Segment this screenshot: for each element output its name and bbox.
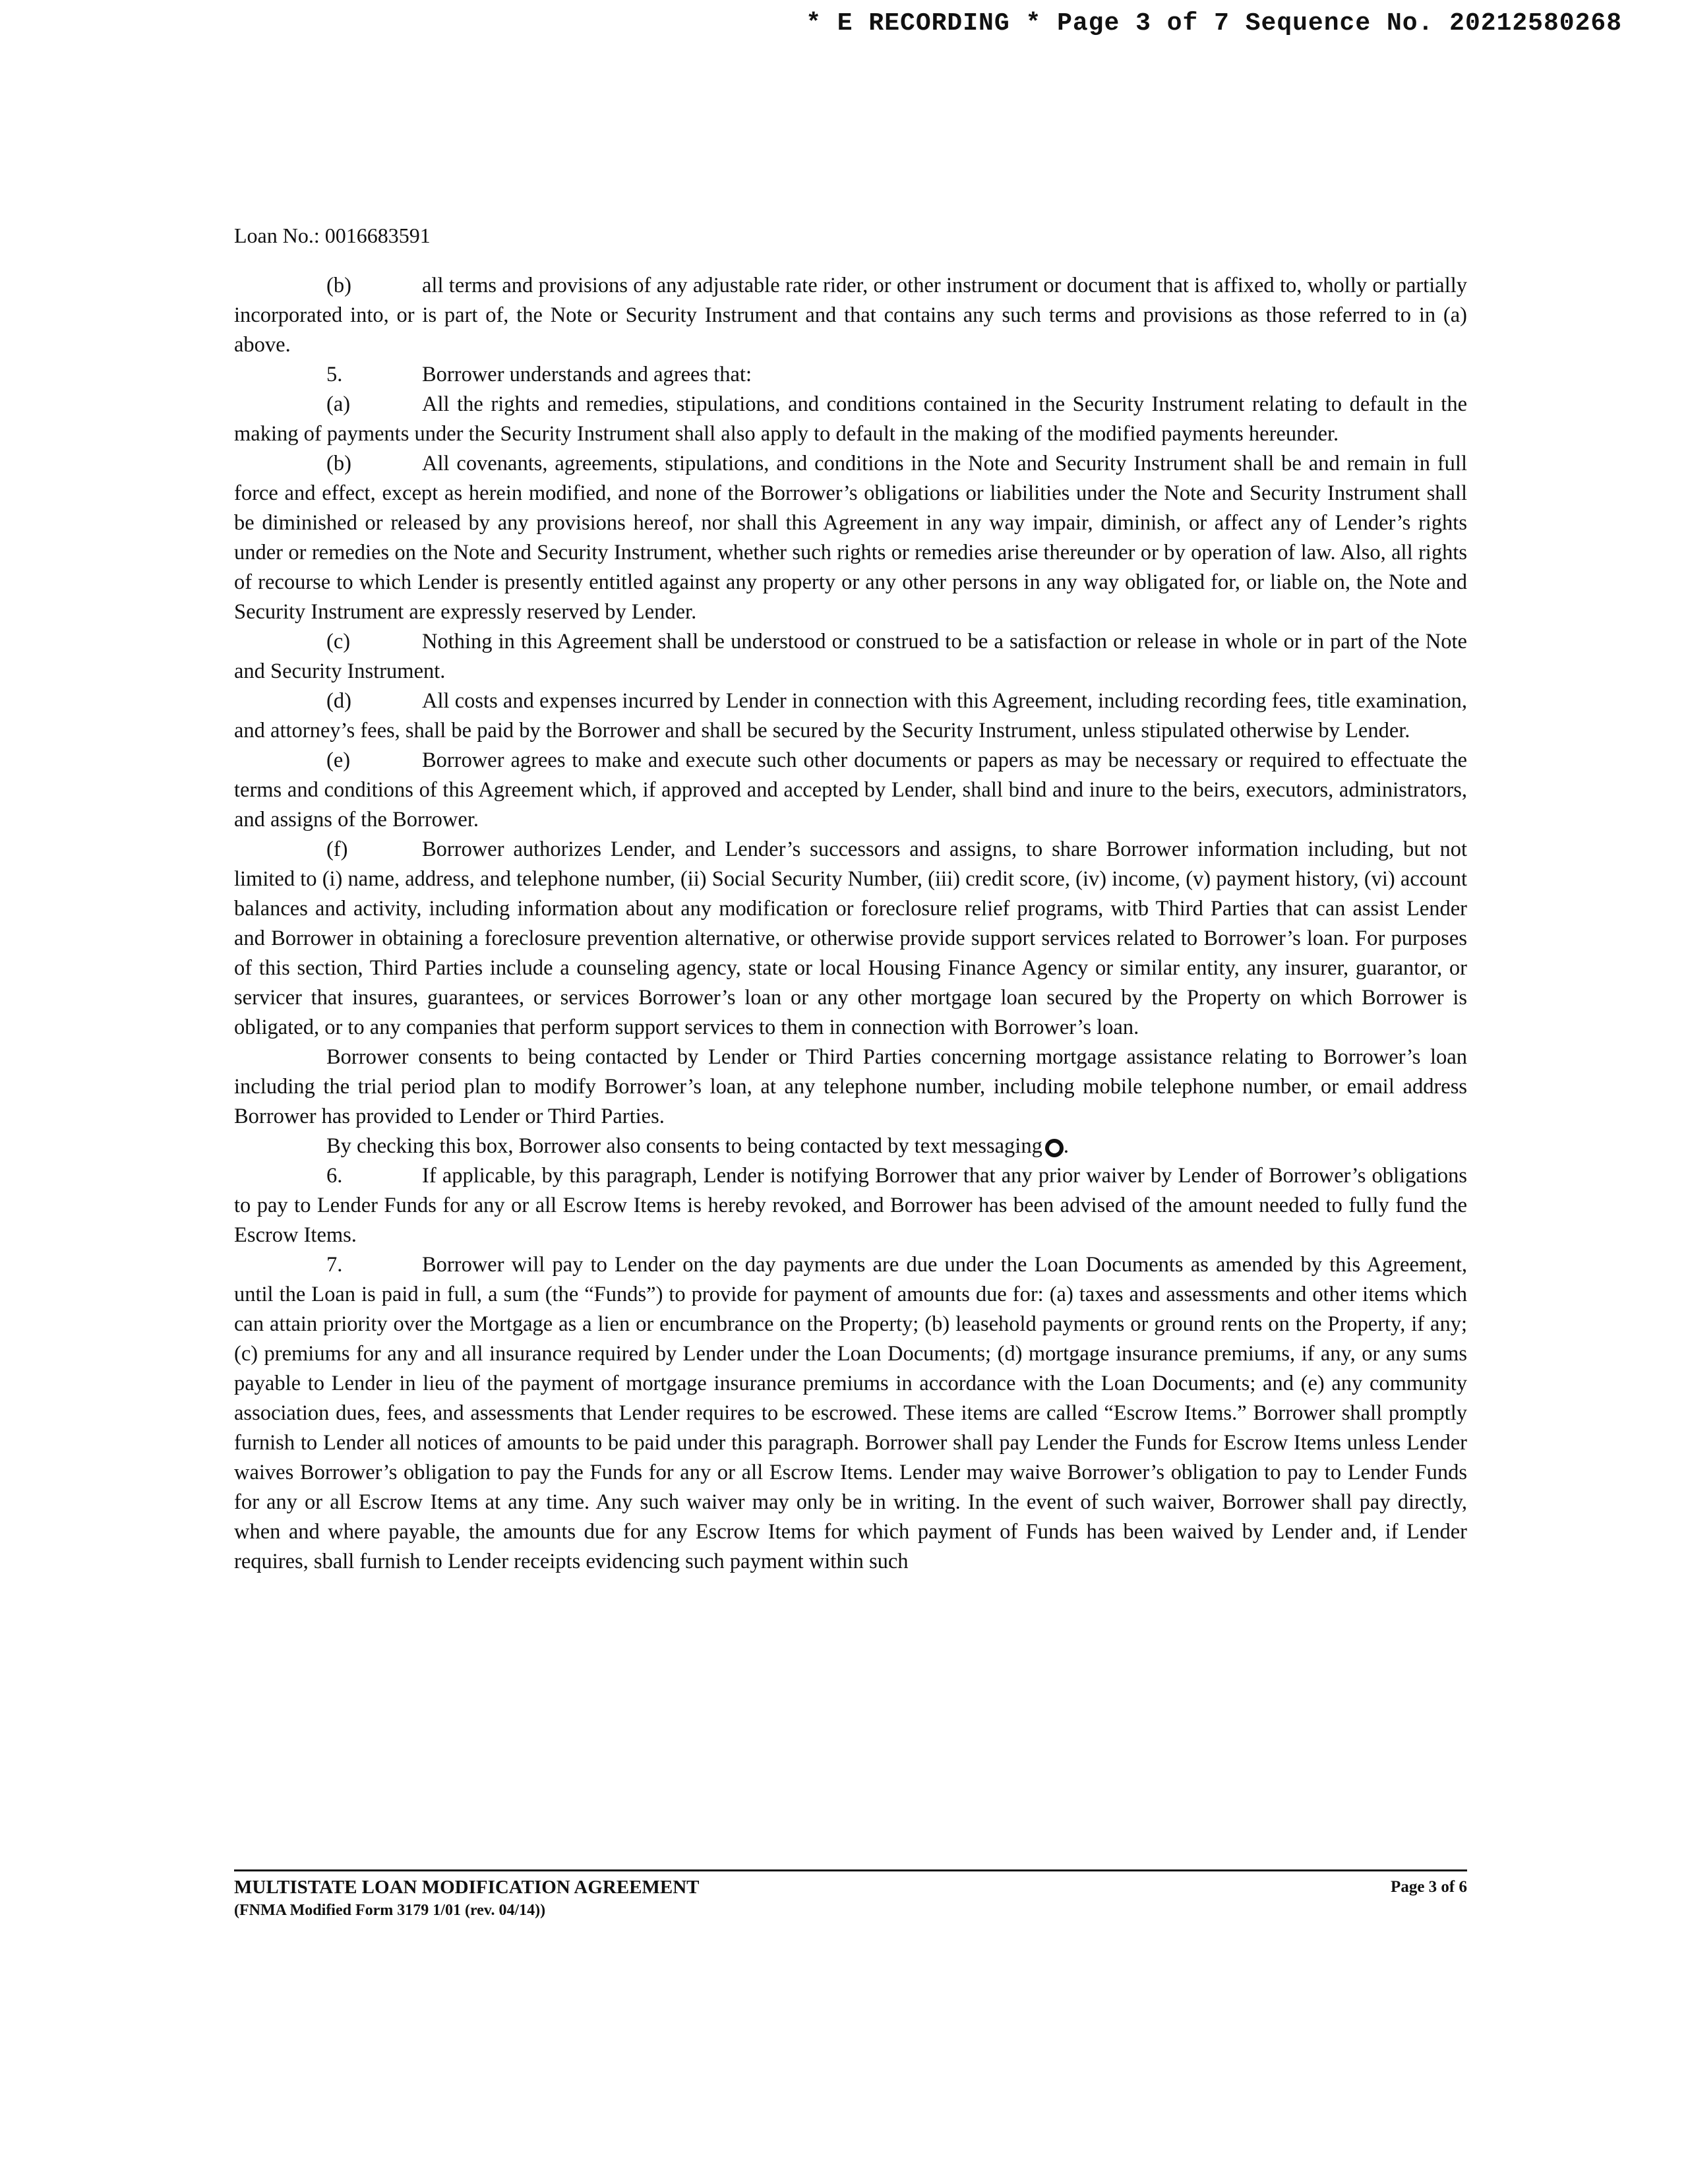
paragraph — [234, 627, 1467, 686]
paragraph — [234, 1043, 1467, 1132]
paragraph-marker: (b) — [326, 274, 351, 297]
paragraph-marker: (e) — [326, 748, 351, 772]
footer-divider — [234, 1869, 1467, 1871]
page-footer — [234, 1869, 1467, 1922]
paragraph-text: Borrower agrees to make and execute such other documents or papers as may be necessary or required to effectuate the terms and conditions of this Agreement which, if approved and accepted by Lender, shall bind and inure to the beirs, executors, administrators, and assigns of the Borrower. — [234, 748, 1467, 832]
paragraph-marker: (b) — [326, 452, 351, 475]
sentence-end: . — [1063, 1134, 1069, 1158]
paragraph-marker: (a) — [326, 392, 351, 416]
paragraph — [234, 1132, 1467, 1161]
paragraph — [234, 746, 1467, 835]
text-messaging-consent-checkbox[interactable] — [1045, 1139, 1064, 1157]
paragraph-marker: 7. — [326, 1253, 343, 1277]
paragraph — [234, 360, 1467, 390]
footer-title: MULTISTATE LOAN MODIFICATION AGREEMENT — [234, 1877, 700, 1898]
paragraph — [234, 271, 1467, 360]
paragraph — [234, 1161, 1467, 1250]
paragraph — [234, 390, 1467, 449]
paragraph-text: all terms and provisions of any adjustable rate rider, or other instrument or document that is affixed to, wholly or partially incorporated into, or is part of, the Note or Security Instrument and that contains any such terms and provisions as those referred to in (a) above. — [234, 274, 1467, 357]
document-body — [234, 271, 1467, 1577]
paragraph-text: Borrower authorizes Lender, and Lender’s successors and assigns, to share Borrower information including, but not limited to (i) name, address, and telephone number, (ii) Social Security Number, (iii) credit score, (iv) income, (v) payment history, (vi) account balances and activity, including information about any modification or foreclosure relief programs, witb Third Parties that can assist Lender and Borrower in obtaining a foreclosure prevention alternative, or otherwise provide support services related to Borrower’s loan. For purposes of this section, Third Parties include a counseling agency, state or local Housing Finance Agency or similar entity, any insurer, guarantor, or servicer that insures, guarantees, or services Borrower’s loan or any other mortgage loan secured by the Property on which Borrower is obligated, or to any companies that perform support services to them in connection with Borrower’s loan. — [234, 837, 1467, 1039]
paragraph-marker: (f) — [326, 837, 348, 861]
paragraph-marker: (c) — [326, 630, 351, 653]
paragraph-text: If applicable, by this paragraph, Lender is notifying Borrower that any prior waiver by Lender of Borrower’s obligations to pay to Lender Funds for any or all Escrow Items is hereby revoked, and Borrower has been advised of the amount needed to fully fund the Escrow Items. — [234, 1164, 1467, 1247]
footer-form-number: (FNMA Modified Form 3179 1/01 (rev. 04/14)) — [234, 1902, 546, 1919]
paragraph-text: All covenants, agreements, stipulations, and conditions in the Note and Security Instrument shall be and remain in full force and effect, except as herein modified, and none of the Borrower’s obligations or liabilities under the Note and Security Instrument shall be diminished or released by any provisions hereof, nor shall this Agreement in any way impair, diminish, or affect any of Lender’s rights under or remedies on the Note and Security Instrument, whether such rights or remedies arise thereunder or by operation of law. Also, all rights of recourse to which Lender is presently entitled against any property or any other persons in any way obligated for, or liable on, the Note and Security Instrument are expressly reserved by Lender. — [234, 452, 1467, 624]
paragraph — [234, 686, 1467, 746]
paragraph-marker: 6. — [326, 1164, 343, 1188]
footer-page-number: Page 3 of 6 — [1391, 1878, 1467, 1896]
paragraph-text: All the rights and remedies, stipulations, and conditions contained in the Security Instrument relating to default in the making of payments under the Security Instrument shall also apply to default in the making of the modified payments hereunder. — [234, 392, 1467, 446]
paragraph-text: Borrower will pay to Lender on the day payments are due under the Loan Documents as amended by this Agreement, until the Loan is paid in full, a sum (the “Funds”) to provide for payment of amounts due for: (a) taxes and assessments and other items which can attain priority over the Mortgage as a lien or encumbrance on the Property; (b) leasehold payments or ground rents on the Property, if any; (c) premiums for any and all insurance required by Lender under the Loan Documents; (d) mortgage insurance premiums, if any, or any sums payable to Lender in lieu of the payment of mortgage insurance premiums in accordance with the Loan Documents; and (e) any community association dues, fees, and assessments that Lender requires to be escrowed. These items are called “Escrow Items.” Borrower shall promptly furnish to Lender all notices of amounts to be paid under this paragraph. Borrower shall pay Lender the Funds for Escrow Items unless Lender waives Borrower’s obligation to pay the Funds for any or all Escrow Items. Lender may waive Borrower’s obligation to pay to Lender Funds for any or all Escrow Items at any time. Any such waiver may only be in writing. In the event of such waiver, Borrower shall pay directly, when and where payable, the amounts due for any Escrow Items for which payment of Funds has been waived by Lender and, if Lender requires, sball furnish to Lender receipts evidencing such payment within such — [234, 1253, 1467, 1573]
paragraph-text: Nothing in this Agreement shall be understood or construed to be a satisfaction or release in whole or in part of the Note and Security Instrument. — [234, 630, 1467, 683]
paragraph-marker: 5. — [326, 363, 343, 386]
paragraph-marker: (d) — [326, 689, 351, 713]
paragraph-text: Borrower consents to being contacted by Lender or Third Parties concerning mortgage assistance relating to Borrower’s loan including the trial period plan to modify Borrower’s loan, at any telephone number, including mobile telephone number, or email address Borrower has provided to Lender or Third Parties. — [234, 1045, 1467, 1128]
paragraph-text: Borrower understands and agrees that: — [422, 363, 752, 386]
paragraph — [234, 449, 1467, 627]
paragraph-text: All costs and expenses incurred by Lender in connection with this Agreement, including recording fees, title examination, and attorney’s fees, shall be paid by the Borrower and shall be secured by the Security Instrument, unless stipulated otherwise by Lender. — [234, 689, 1467, 743]
paragraph — [234, 1250, 1467, 1577]
paragraph — [234, 835, 1467, 1043]
document-page — [234, 221, 1467, 1577]
recording-header: * E RECORDING * Page 3 of 7 Sequence No. 20212580268 — [806, 9, 1622, 38]
loan-number: Loan No.: 0016683591 — [234, 224, 431, 247]
paragraph-text: By checking this box, Borrower also consents to being contacted by text messaging — [326, 1134, 1042, 1158]
